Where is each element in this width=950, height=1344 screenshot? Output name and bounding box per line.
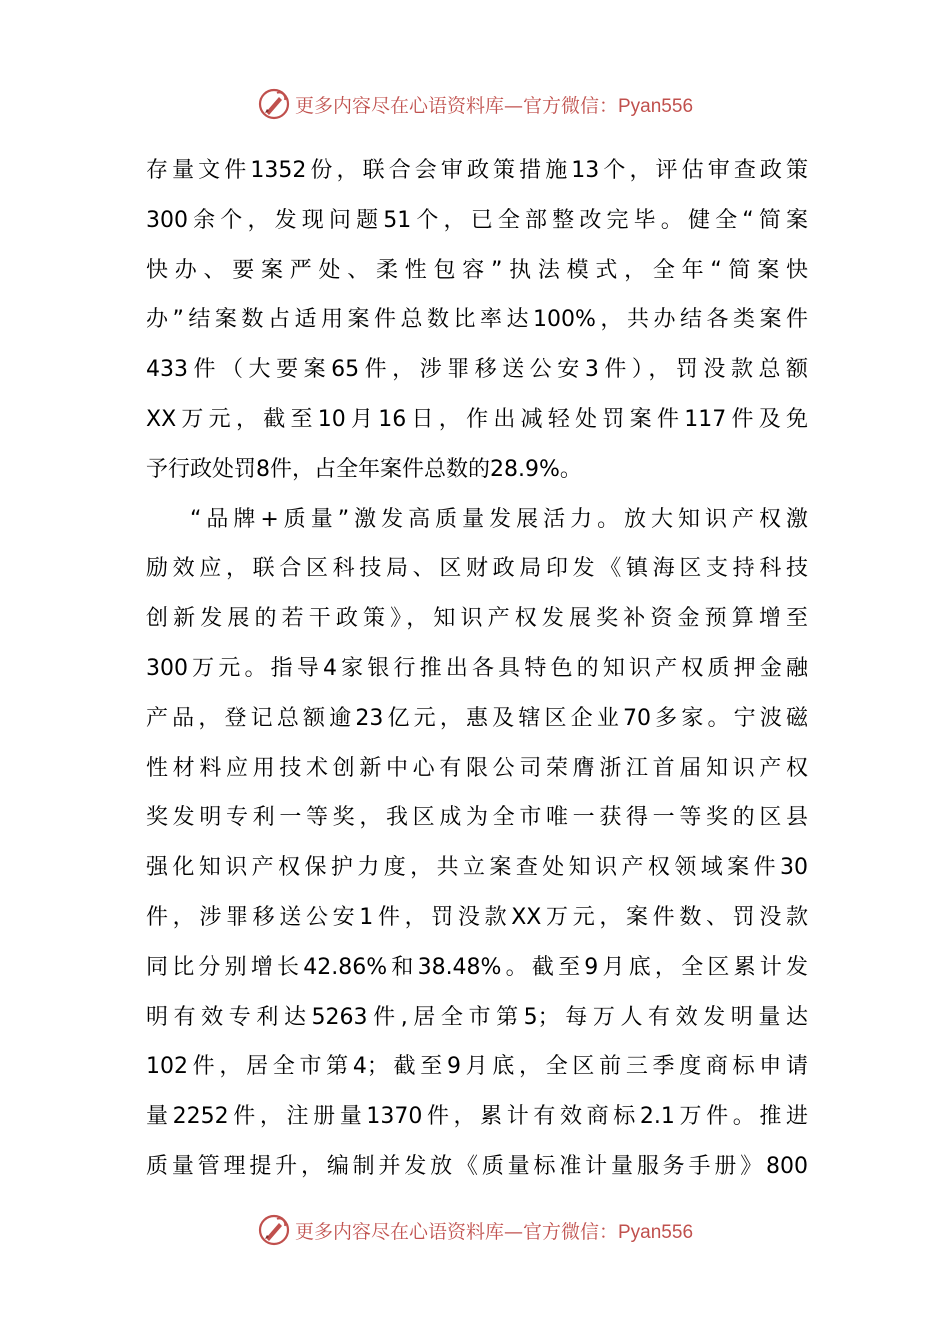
body-line: 300万元。指导4家银行推出各具特色的知识产权质押金融: [146, 655, 808, 681]
body-line: 量2252件，注册量1370件，累计有效商标2.1万件。推进: [146, 1104, 808, 1130]
body-line: 强化知识产权保护力度，共立案查处知识产权领域案件30: [146, 855, 808, 881]
body-line: 件，涉罪移送公安1件，罚没款XX万元，案件数、罚没款: [146, 904, 808, 930]
body-line: 产品，登记总额逾23亿元，惠及辖区企业70多家。宁波磁: [146, 705, 808, 731]
footer-banner-text: 更多内容尽在心语资料库—官方微信：Pyan556: [294, 1220, 694, 1243]
body-line: 办”结案数占适用案件总数比率达100%，共办结各类案件: [146, 307, 808, 333]
body-line: 快办、要案严处、柔性包容”执法模式，全年“简案快: [146, 257, 808, 283]
body-line: 102件，居全市第4；截至9月底，全区前三季度商标申请: [146, 1054, 808, 1080]
body-line: 同比分别增长42.86%和38.48%。截至9月底，全区累计发: [146, 954, 808, 980]
header-banner-text: 更多内容尽在心语资料库—官方微信：Pyan556: [294, 94, 694, 117]
body-line: 励效应，联合区科技局、区财政局印发《镇海区支持科技: [146, 556, 808, 582]
body-line: 300余个，发现问题51个，已全部整改完毕。健全“简案: [146, 207, 808, 233]
body-line: 质量管理提升，编制并发放《质量标准计量服务手册》800: [146, 1153, 808, 1179]
document-body: [146, 146, 808, 1192]
body-line-paragraph-start: “品牌+质量”激发高质量发展活力。放大知识产权激: [190, 506, 808, 532]
body-line: 存量文件1352份，联合会审政策措施13个，评估审查政策: [146, 158, 808, 183]
header-banner-contact: Pyan556: [618, 95, 694, 117]
body-line: XX万元，截至10月16日，作出减轻处罚案件117件及免: [146, 406, 808, 432]
body-line-paragraph-end: 予行政处罚8件，占全年案件总数的28.9%。: [146, 456, 582, 482]
body-line: 明有效专利达5263件,居全市第5；每万人有效发明量达: [146, 1004, 808, 1030]
body-line: 创新发展的若干政策》，知识产权发展奖补资金预算增至: [146, 606, 808, 632]
header-banner: [0, 86, 950, 122]
pen-logo-icon: [257, 1213, 291, 1247]
body-line: 奖发明专利一等奖，我区成为全市唯一获得一等奖的区县: [146, 805, 808, 831]
pen-logo-icon: [257, 87, 291, 121]
body-line: 433件（大要案65件，涉罪移送公安3件），罚没款总额: [146, 357, 808, 383]
footer-banner-contact: Pyan556: [618, 1221, 694, 1243]
footer-banner: [0, 1212, 950, 1248]
body-line: 性材料应用技术创新中心有限公司荣膺浙江首届知识产权: [146, 755, 808, 781]
